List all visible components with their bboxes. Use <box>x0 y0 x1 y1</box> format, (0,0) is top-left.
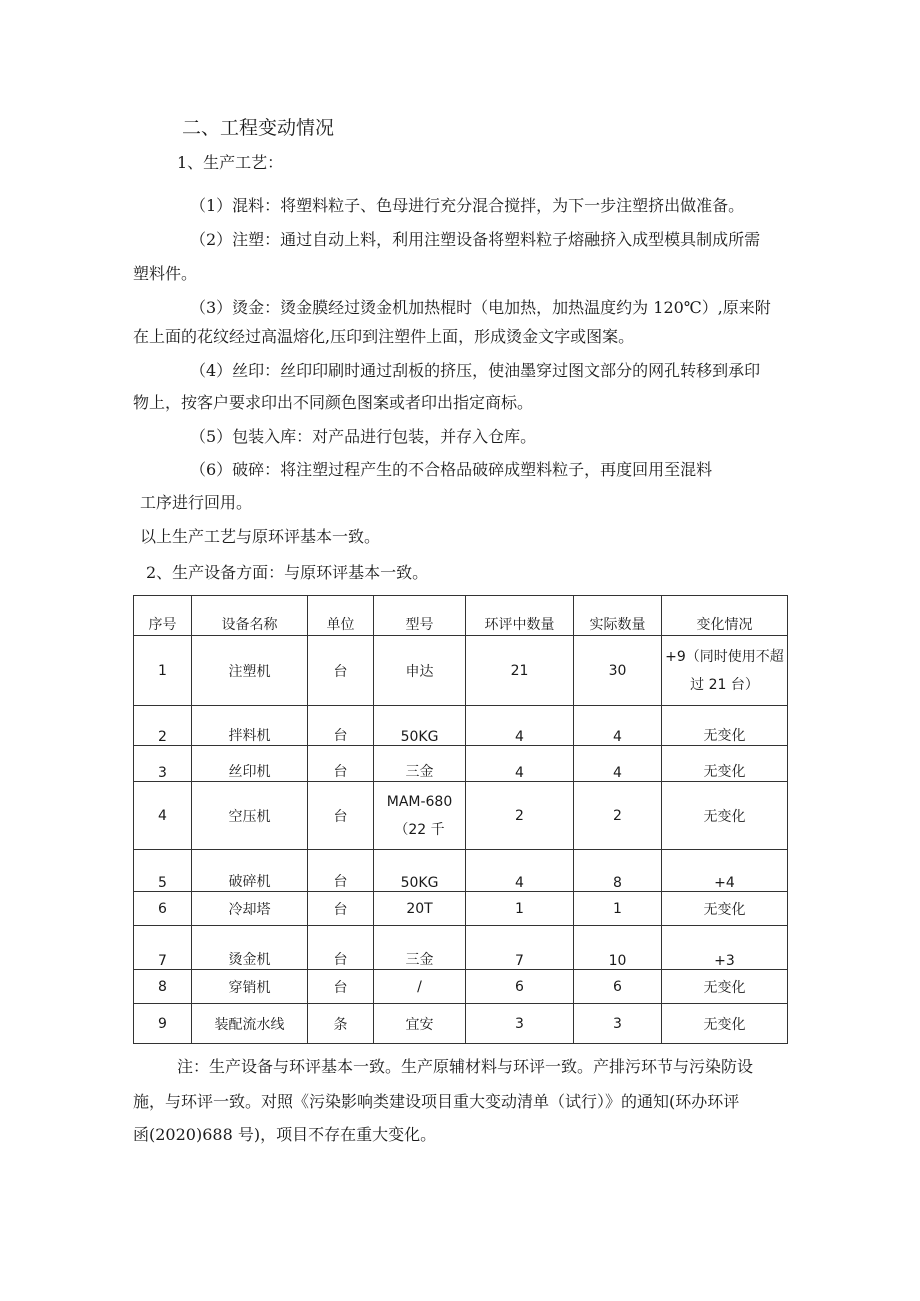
cell-model: 50KG <box>374 706 466 746</box>
cell-no: 1 <box>134 636 192 706</box>
table-row <box>134 926 788 970</box>
paragraph-line: （2）注塑：通过自动上料，利用注塑设备将塑料粒子熔融挤入成型模具制成所需 <box>190 230 761 249</box>
table-row <box>134 746 788 782</box>
cell-no: 2 <box>134 706 192 746</box>
cell-unit: 台 <box>308 892 374 926</box>
table-row <box>134 636 788 706</box>
cell-actual-qty: 8 <box>574 850 662 892</box>
cell-model: / <box>374 970 466 1004</box>
table-row <box>134 1004 788 1044</box>
cell-actual-qty: 6 <box>574 970 662 1004</box>
cell-change: 无变化 <box>662 1004 788 1044</box>
table-row <box>134 970 788 1004</box>
paragraph-line: 以上生产工艺与原环评基本一致。 <box>140 527 381 546</box>
cell-eia-qty: 2 <box>466 782 574 850</box>
cell-name: 装配流水线 <box>192 1004 308 1044</box>
cell-unit: 台 <box>308 970 374 1004</box>
cell-model: 50KG <box>374 850 466 892</box>
cell-eia-qty: 4 <box>466 706 574 746</box>
equipment-table <box>133 595 788 1044</box>
paragraph-line: （4）丝印：丝印印刷时通过刮板的挤压，使油墨穿过图文部分的网孔转移到承印 <box>190 361 761 380</box>
paragraph-line: 物上，按客户要求印出不同颜色图案或者印出指定商标。 <box>133 393 534 412</box>
cell-no: 3 <box>134 746 192 782</box>
note-line: 施，与环评一致。对照《污染影响类建设项目重大变动清单（试行）》的通知(环办环评 <box>133 1092 740 1111</box>
cell-unit: 台 <box>308 746 374 782</box>
cell-name: 注塑机 <box>192 636 308 706</box>
section2-title: 2、生产设备方面：与原环评基本一致。 <box>146 563 429 582</box>
cell-actual-qty: 3 <box>574 1004 662 1044</box>
cell-name: 破碎机 <box>192 850 308 892</box>
cell-no: 5 <box>134 850 192 892</box>
cell-change: +4 <box>662 850 788 892</box>
cell-change: 无变化 <box>662 892 788 926</box>
cell-change: 无变化 <box>662 782 788 850</box>
cell-name: 穿销机 <box>192 970 308 1004</box>
cell-model <box>374 782 466 850</box>
paragraph-line: 塑料件。 <box>133 264 198 283</box>
table-row <box>134 706 788 746</box>
cell-no: 7 <box>134 926 192 970</box>
cell-name: 空压机 <box>192 782 308 850</box>
cell-unit: 台 <box>308 706 374 746</box>
cell-actual-qty: 2 <box>574 782 662 850</box>
cell-model: 宜安 <box>374 1004 466 1044</box>
cell-eia-qty: 4 <box>466 746 574 782</box>
cell-model: 三金 <box>374 746 466 782</box>
cell-no: 9 <box>134 1004 192 1044</box>
table-header-row <box>134 596 788 636</box>
table-row <box>134 892 788 926</box>
table-row <box>134 850 788 892</box>
header-cell: 环评中数量 <box>466 596 574 636</box>
cell-change: 无变化 <box>662 746 788 782</box>
cell-name: 拌料机 <box>192 706 308 746</box>
cell-eia-qty: 1 <box>466 892 574 926</box>
cell-actual-qty: 4 <box>574 746 662 782</box>
change-line-1: +9（同时使用不超 <box>665 648 784 665</box>
header-cell: 单位 <box>308 596 374 636</box>
cell-name: 烫金机 <box>192 926 308 970</box>
cell-unit: 台 <box>308 782 374 850</box>
section1-title: 1、生产工艺： <box>177 153 284 172</box>
cell-eia-qty: 6 <box>466 970 574 1004</box>
header-cell: 序号 <box>134 596 192 636</box>
paragraph-line: 在上面的花纹经过高温熔化,压印到注塑件上面，形成烫金文字或图案。 <box>133 327 635 346</box>
cell-unit: 台 <box>308 636 374 706</box>
cell-actual-qty: 30 <box>574 636 662 706</box>
note-line: 函(2020)688 号)，项目不存在重大变化。 <box>133 1125 437 1144</box>
cell-model: 申达 <box>374 636 466 706</box>
header-cell: 变化情况 <box>662 596 788 636</box>
cell-eia-qty: 4 <box>466 850 574 892</box>
paragraph-line: （6）破碎：将注塑过程产生的不合格品破碎成塑料粒子，再度回用至混料 <box>190 460 713 479</box>
paragraph-line: （1）混料：将塑料粒子、色母进行充分混合搅拌，为下一步注塑挤出做准备。 <box>190 196 745 215</box>
paragraph-line: （3）烫金：烫金膜经过烫金机加热棍时（电加热，加热温度约为 120℃）,原来附 <box>190 298 771 317</box>
cell-change: 无变化 <box>662 706 788 746</box>
cell-name: 丝印机 <box>192 746 308 782</box>
cell-model: 三金 <box>374 926 466 970</box>
cell-unit: 条 <box>308 1004 374 1044</box>
section-heading: 二、工程变动情况 <box>182 117 335 139</box>
model-line-2: （22 千 <box>394 821 445 838</box>
cell-name: 冷却塔 <box>192 892 308 926</box>
header-cell: 设备名称 <box>192 596 308 636</box>
cell-unit: 台 <box>308 850 374 892</box>
cell-change: +3 <box>662 926 788 970</box>
cell-no: 8 <box>134 970 192 1004</box>
cell-eia-qty: 7 <box>466 926 574 970</box>
cell-actual-qty: 10 <box>574 926 662 970</box>
cell-no: 4 <box>134 782 192 850</box>
cell-eia-qty: 21 <box>466 636 574 706</box>
note-line: 注：生产设备与环评基本一致。生产原辅材料与环评一致。产排污环节与污染防设 <box>177 1057 754 1076</box>
paragraph-line: 工序进行回用。 <box>140 493 253 512</box>
change-line-2: 过 21 台） <box>690 676 759 693</box>
header-cell: 实际数量 <box>574 596 662 636</box>
cell-change: 无变化 <box>662 970 788 1004</box>
cell-eia-qty: 3 <box>466 1004 574 1044</box>
header-cell: 型号 <box>374 596 466 636</box>
model-line-1: MAM-680 <box>386 793 453 810</box>
cell-actual-qty: 1 <box>574 892 662 926</box>
cell-unit: 台 <box>308 926 374 970</box>
table-row <box>134 782 788 850</box>
cell-model: 20T <box>374 892 466 926</box>
cell-actual-qty: 4 <box>574 706 662 746</box>
cell-change <box>662 636 788 706</box>
cell-no: 6 <box>134 892 192 926</box>
paragraph-line: （5）包装入库：对产品进行包装，并存入仓库。 <box>190 427 537 446</box>
